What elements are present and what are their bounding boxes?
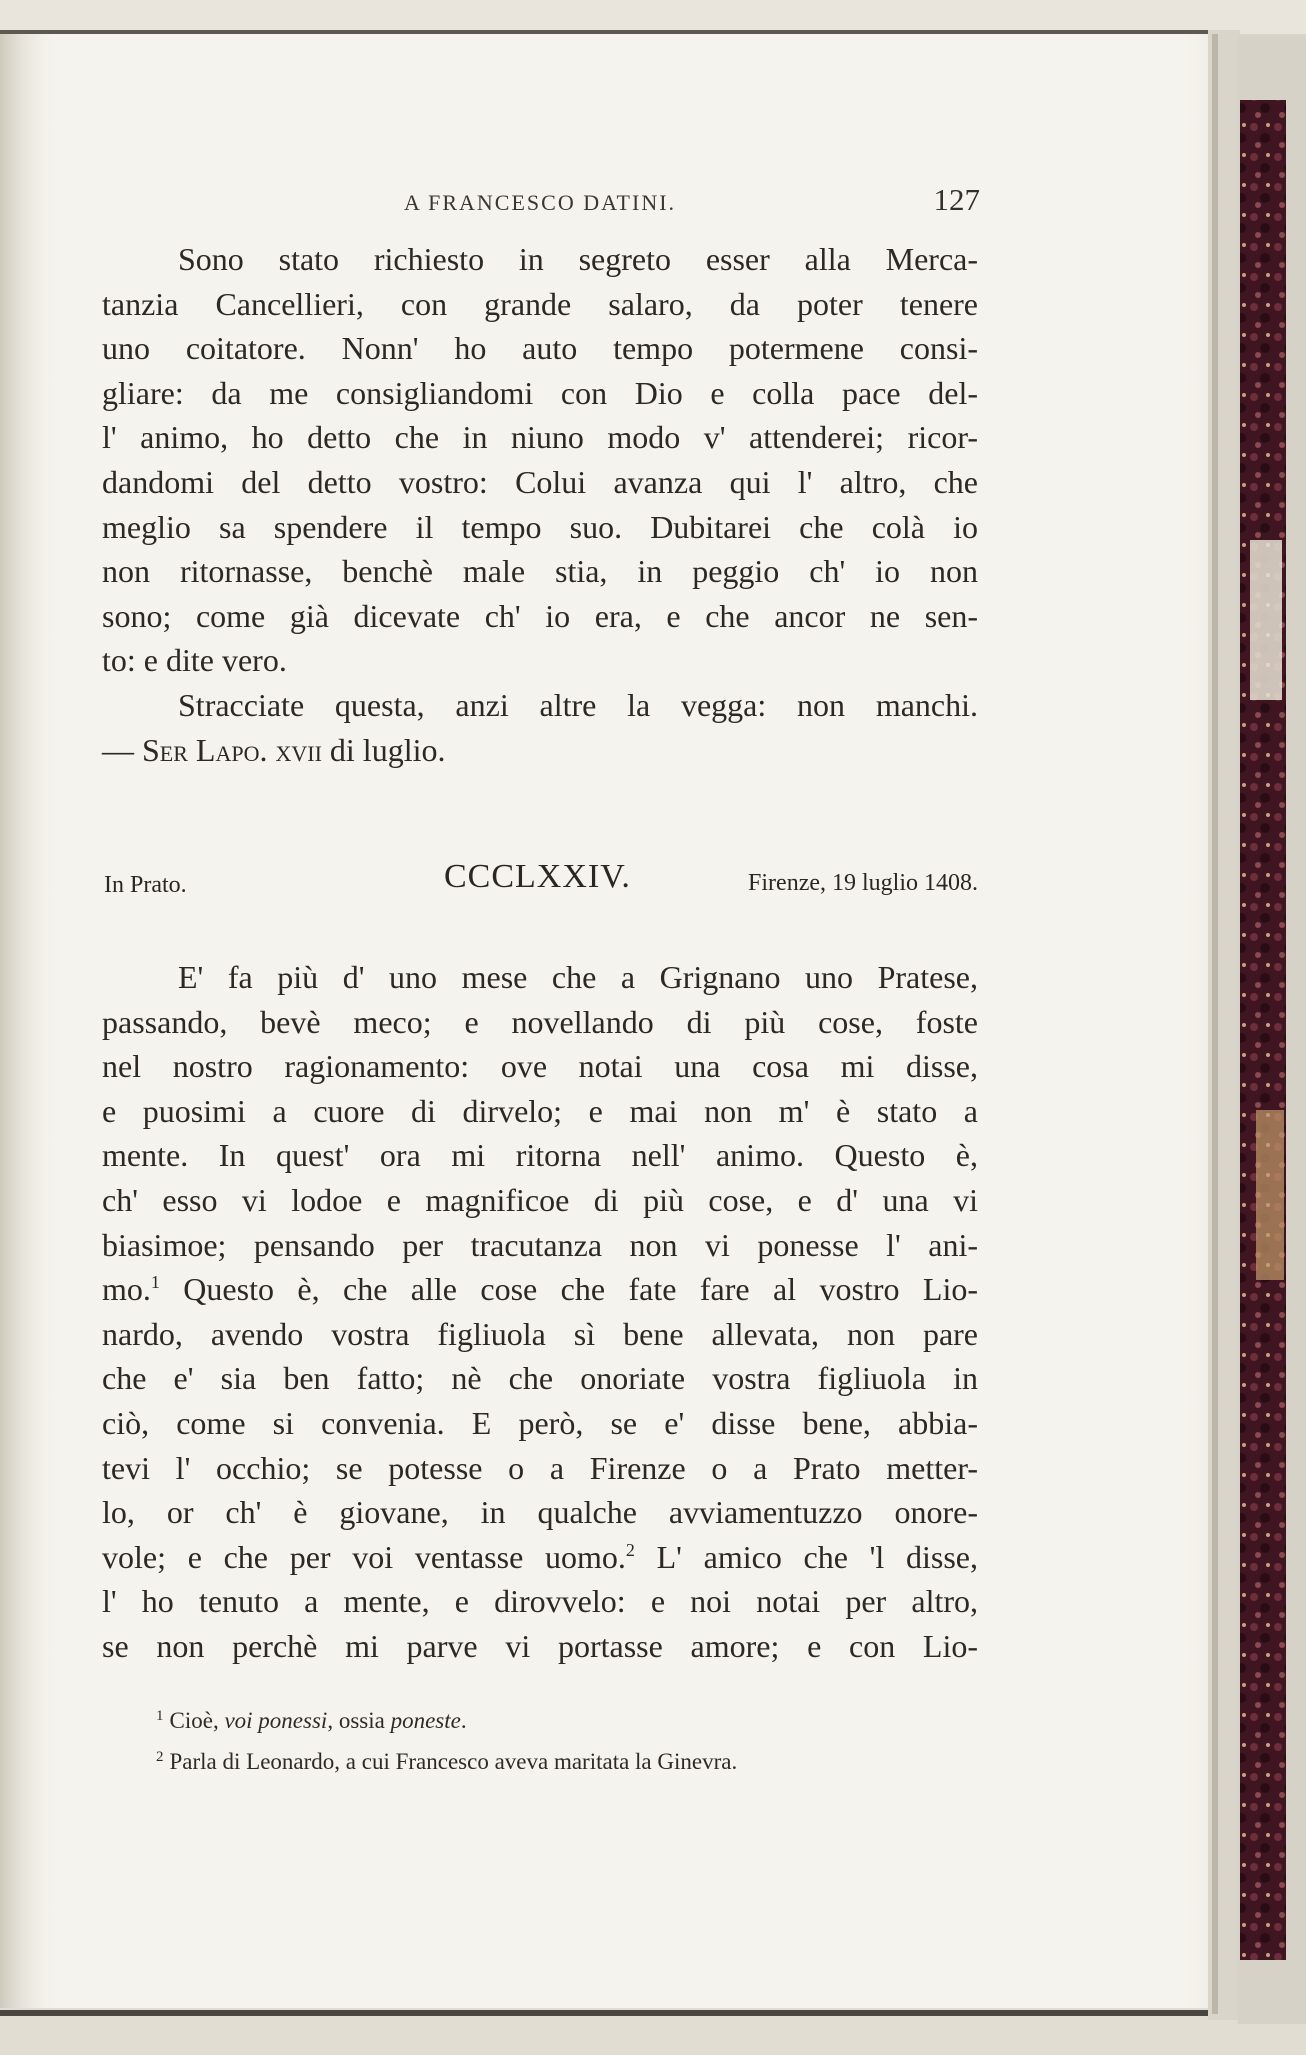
footnote-marker: 1 <box>156 1708 164 1724</box>
text-line: l' animo, ho detto che in niuno modo v' attenderei; ricor- <box>102 419 978 456</box>
text-line: Stracciate questa, anzi altre la vegga: non manchi. <box>178 686 978 723</box>
text-line <box>102 1267 978 1312</box>
signoff-name: Ser Lapo. <box>142 731 268 768</box>
footnote-text: Parla di Leonardo, a cui Francesco aveva maritata la Ginevra. <box>169 1749 738 1774</box>
footnotes <box>156 1698 986 1780</box>
text-line: Sono stato richiesto in segreto esser alla Merca- <box>178 241 978 277</box>
letter-date: Firenze, 19 luglio 1408. <box>748 870 978 896</box>
text-line: gliare: da me consigliandomi con Dio e colla pace del- <box>102 374 978 411</box>
text-fragment: Questo è, che alle cose che fate fare al vostro Lio- <box>159 1271 978 1308</box>
text-line: to: e dite vero. <box>102 642 287 679</box>
running-title: A FRANCESCO DATINI. <box>403 190 677 215</box>
footnote <box>156 1698 986 1739</box>
text-line: tanzia Cancellieri, con grande salaro, da poter tenere <box>102 285 978 322</box>
text-line: tevi l' occhio; se potesse o a Firenze o a Prato metter- <box>102 1449 978 1486</box>
text-line: se non perchè mi parve vi portasse amore; e con Lio- <box>102 1627 978 1664</box>
text-line <box>102 1535 978 1580</box>
footnote <box>156 1739 986 1780</box>
page-number: 127 <box>933 182 980 217</box>
text-line: meglio sa spendere il tempo suo. Dubitarei che colà io <box>102 508 978 545</box>
previous-letter-ending <box>102 237 978 772</box>
letter-place: In Prato. <box>104 872 187 898</box>
text-line: nel nostro ragionamento: ove notai una cosa mi disse, <box>102 1048 978 1085</box>
text-line: E' fa più d' uno mese che a Grignano uno Pratese, <box>178 959 978 995</box>
text-line: ch' esso vi lodoe e magnificoe di più cose, e d' una vi <box>102 1181 978 1218</box>
signoff-month: di luglio. <box>329 731 446 768</box>
footnote-text: Cioè, <box>169 1708 225 1733</box>
footnote-text-italic: poneste <box>390 1708 461 1733</box>
letter-number: CCCLXXIV. <box>444 858 631 895</box>
text-line: mente. In quest' ora mi ritorna nell' animo. Questo è, <box>102 1137 978 1174</box>
footnote-reference: 2 <box>625 1539 635 1560</box>
signoff-dash: — <box>102 731 134 768</box>
letter-header <box>104 858 978 910</box>
signoff-day: xvii <box>275 731 322 768</box>
footnote-text-italic: voi ponessi <box>224 1708 328 1733</box>
text-line: passando, bevè meco; e novellando di più cose, foste <box>102 1003 978 1040</box>
text-fragment: vole; e che per voi ventasse uomo. <box>102 1538 626 1575</box>
text-line: ciò, come si convenia. E però, se e' disse bene, abbia- <box>102 1404 978 1441</box>
text-fragment: L' amico che 'l disse, <box>634 1538 979 1575</box>
text-line: nardo, avendo vostra figliuola sì bene allevata, non pare <box>102 1315 978 1352</box>
text-line: biasimoe; pensando per tracutanza non vi ponesse l' ani- <box>102 1226 978 1263</box>
text-line: dandomi del detto vostro: Colui avanza qui l' altro, che <box>102 463 978 500</box>
text-line: uno coitatore. Nonn' ho auto tempo potermene consi- <box>102 330 978 367</box>
footnote-text: , ossia <box>327 1708 391 1733</box>
text-line: che e' sia ben fatto; nè che onoriate vostra figliuola in <box>102 1360 978 1397</box>
letter-signoff <box>102 728 978 773</box>
text-line: lo, or ch' è giovane, in qualche avviamentuzzo onore- <box>102 1494 978 1531</box>
letter-body <box>102 955 978 1669</box>
footnote-marker: 2 <box>156 1749 164 1765</box>
text-line: l' ho tenuto a mente, e dirovvelo: e noi notai per altro, <box>102 1583 978 1620</box>
text-line: e puosimi a cuore di dirvelo; e mai non m' è stato a <box>102 1092 978 1129</box>
footnote-reference: 1 <box>150 1272 160 1293</box>
footnote-text: . <box>460 1708 467 1733</box>
text-fragment: mo. <box>102 1271 151 1308</box>
text-line: non ritornasse, benchè male stia, in peggio ch' io non <box>102 553 978 590</box>
text-line: sono; come già dicevate ch' io era, e che ancor ne sen- <box>102 597 978 634</box>
running-header <box>100 182 980 222</box>
